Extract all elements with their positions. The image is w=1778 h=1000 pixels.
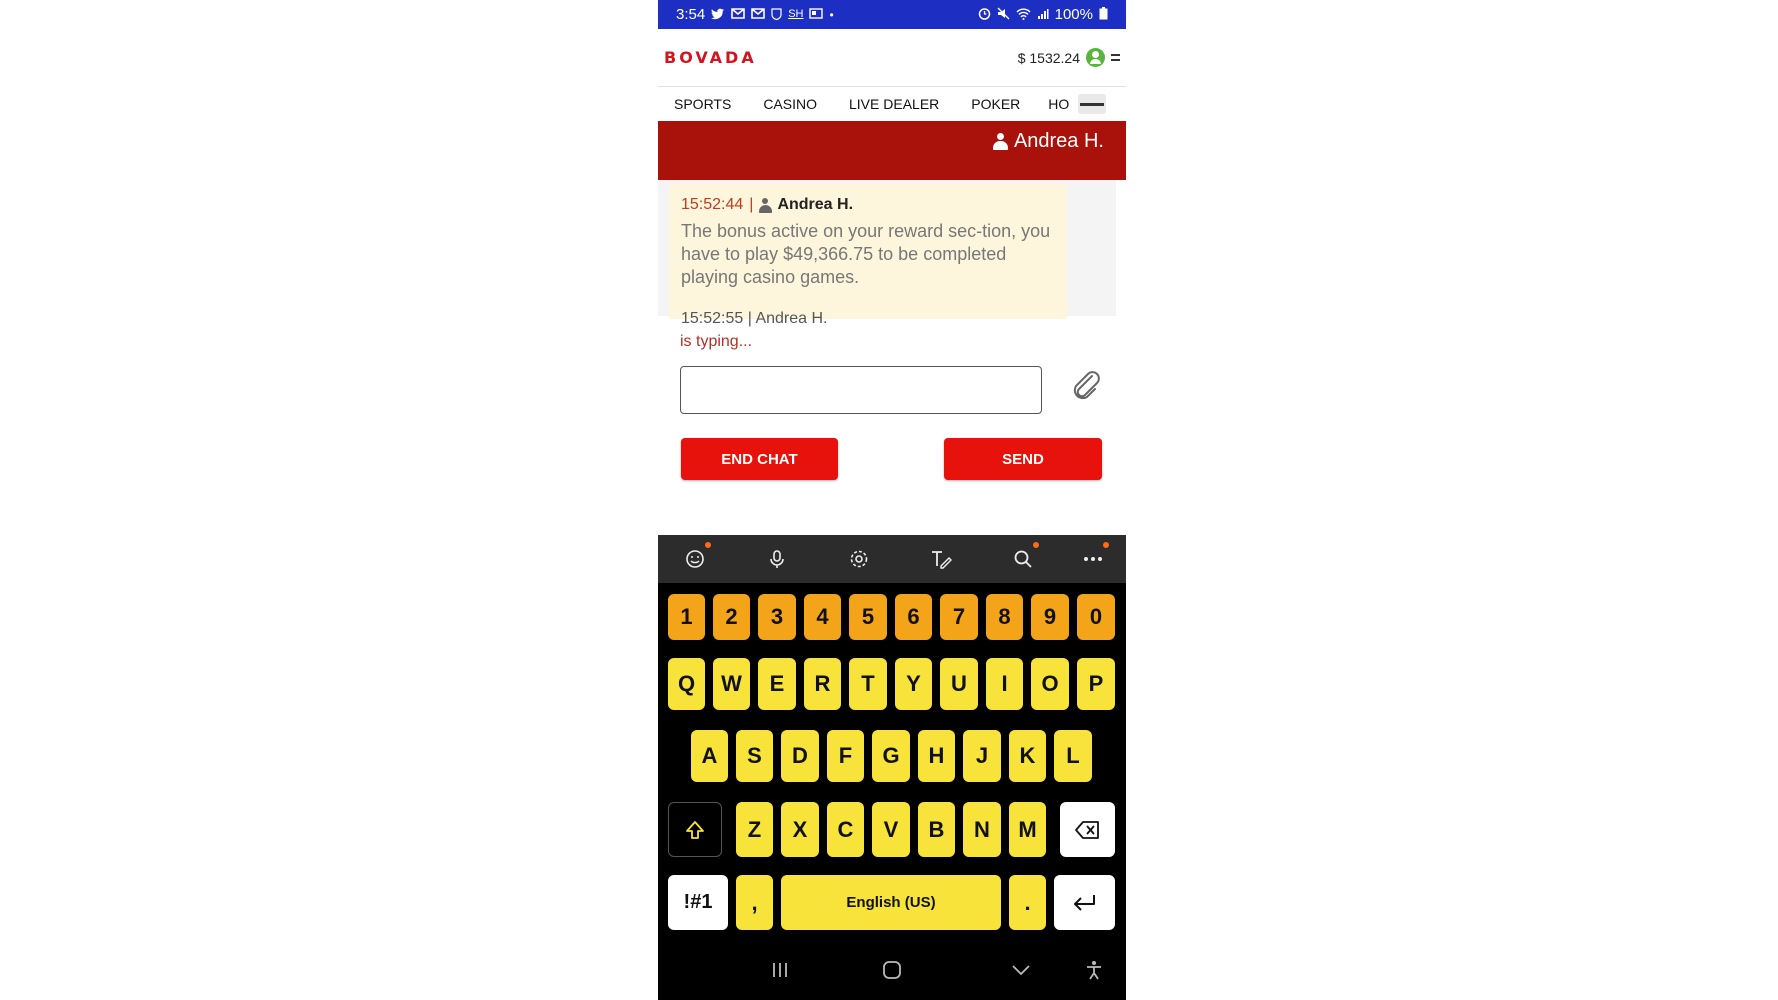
key-6[interactable]: 6 (895, 594, 932, 640)
key-e[interactable]: E (758, 658, 796, 710)
key-p[interactable]: P (1077, 658, 1115, 710)
end-chat-button[interactable]: END CHAT (681, 438, 838, 480)
accessibility-icon[interactable] (1074, 950, 1114, 990)
wifi-icon (1016, 8, 1031, 22)
enter-key-icon[interactable] (1054, 875, 1115, 930)
key-9[interactable]: 9 (1031, 594, 1069, 640)
site-header (658, 29, 1126, 87)
account-area (1018, 48, 1120, 67)
status-bar-left (676, 6, 834, 23)
phone-screen (658, 0, 1126, 1000)
key-x[interactable]: X (781, 802, 819, 857)
key-s[interactable]: S (736, 730, 773, 782)
status-bar (658, 0, 1126, 29)
account-avatar-icon[interactable] (1086, 48, 1105, 67)
nav-item-horses[interactable]: HO (1048, 96, 1070, 112)
main-nav (658, 87, 1126, 121)
key-m[interactable]: M (1009, 802, 1046, 857)
message-author (759, 196, 853, 214)
key-q[interactable]: Q (668, 658, 705, 710)
notification-dot (1103, 542, 1109, 548)
mail-icon (809, 8, 823, 21)
chat-message-input[interactable] (680, 366, 1042, 414)
emoji-icon[interactable] (679, 543, 711, 575)
next-message-partial: 15:52:55 | Andrea H. (681, 310, 828, 327)
key-t[interactable]: T (849, 658, 887, 710)
comma-key[interactable]: , (736, 875, 773, 930)
key-c[interactable]: C (827, 802, 864, 857)
nav-item-poker[interactable]: POKER (971, 96, 1021, 112)
microphone-icon[interactable] (761, 543, 793, 575)
key-g[interactable]: G (872, 730, 910, 782)
key-2[interactable]: 2 (713, 594, 750, 640)
typing-indicator: is typing... (680, 333, 753, 350)
key-5[interactable]: 5 (849, 594, 887, 640)
more-icon[interactable] (1077, 543, 1109, 575)
message-author-name: Andrea H. (777, 196, 854, 213)
settings-icon[interactable] (843, 543, 875, 575)
key-8[interactable]: 8 (986, 594, 1023, 640)
search-icon[interactable] (1007, 543, 1039, 575)
chat-header (658, 121, 1126, 180)
battery-percent: 100% (1054, 6, 1093, 23)
gmail-icon (731, 8, 745, 21)
send-button[interactable]: SEND (944, 438, 1102, 480)
key-h[interactable]: H (918, 730, 955, 782)
shield-icon (771, 8, 782, 22)
signal-icon (1037, 8, 1049, 22)
alarm-icon (978, 7, 991, 22)
bovada-logo[interactable]: BOVADA (664, 48, 757, 67)
system-nav-bar (658, 940, 1126, 1000)
account-balance[interactable]: $ 1532.24 (1017, 49, 1080, 66)
key-v[interactable]: V (872, 802, 910, 857)
twitter-icon (711, 8, 725, 22)
chat-agent-name: Andrea H. (1013, 130, 1104, 152)
status-time: 3:54 (676, 6, 706, 23)
symbols-key[interactable]: !#1 (668, 875, 728, 930)
key-i[interactable]: I (986, 658, 1023, 710)
key-1[interactable]: 1 (668, 594, 705, 640)
key-y[interactable]: Y (895, 658, 932, 710)
nav-item-live-dealer[interactable]: LIVE DEALER (849, 96, 940, 112)
menu-icon[interactable] (1111, 54, 1120, 61)
key-3[interactable]: 3 (758, 594, 796, 640)
space-key[interactable]: English (US) (781, 875, 1001, 930)
handwriting-icon[interactable] (925, 543, 957, 575)
sh-icon: SH (788, 8, 804, 20)
key-u[interactable]: U (940, 658, 978, 710)
paperclip-icon[interactable] (1068, 368, 1102, 402)
message-text: The bonus active on your reward sec-tion, you have to play $49,366.75 to be completed playing casino games. (681, 221, 1051, 287)
key-o[interactable]: O (1031, 658, 1069, 710)
key-j[interactable]: J (963, 730, 1001, 782)
keyboard-toolbar (658, 535, 1126, 583)
key-n[interactable]: N (963, 802, 1001, 857)
key-l[interactable]: L (1054, 730, 1092, 782)
status-bar-right (978, 6, 1108, 23)
key-d[interactable]: D (781, 730, 819, 782)
chat-messages[interactable] (658, 180, 1116, 327)
message-time: 15:52:44 (681, 196, 744, 213)
nav-item-sports[interactable]: SPORTS (674, 96, 732, 112)
recent-apps-icon[interactable] (760, 950, 800, 990)
notification-dot (705, 542, 711, 548)
key-z[interactable]: Z (736, 802, 773, 857)
mute-icon (997, 7, 1010, 22)
chat-agent (993, 130, 1104, 153)
chat-message (669, 184, 1067, 327)
period-key[interactable]: . (1009, 875, 1046, 930)
key-4[interactable]: 4 (804, 594, 841, 640)
key-b[interactable]: B (918, 802, 955, 857)
key-7[interactable]: 7 (940, 594, 978, 640)
battery-icon (1099, 7, 1108, 22)
onscreen-keyboard (658, 535, 1126, 1000)
home-icon[interactable] (872, 950, 912, 990)
message-separator: | (749, 196, 754, 213)
person-icon (759, 198, 772, 213)
nav-item-casino[interactable]: CASINO (763, 96, 817, 112)
key-f[interactable]: F (827, 730, 864, 782)
nav-scroll-handle[interactable] (1078, 94, 1106, 114)
dot-icon: • (829, 7, 834, 22)
shift-key-icon[interactable] (668, 802, 722, 857)
backspace-key-icon[interactable] (1060, 802, 1115, 857)
person-icon (993, 133, 1008, 150)
key-a[interactable]: A (691, 730, 728, 782)
key-r[interactable]: R (804, 658, 841, 710)
notification-dot (1033, 542, 1039, 548)
key-0[interactable]: 0 (1077, 594, 1115, 640)
key-w[interactable]: W (713, 658, 750, 710)
key-k[interactable]: K (1009, 730, 1046, 782)
message-meta (681, 196, 1055, 214)
gmail-icon (751, 8, 765, 21)
hide-keyboard-icon[interactable] (1001, 950, 1041, 990)
